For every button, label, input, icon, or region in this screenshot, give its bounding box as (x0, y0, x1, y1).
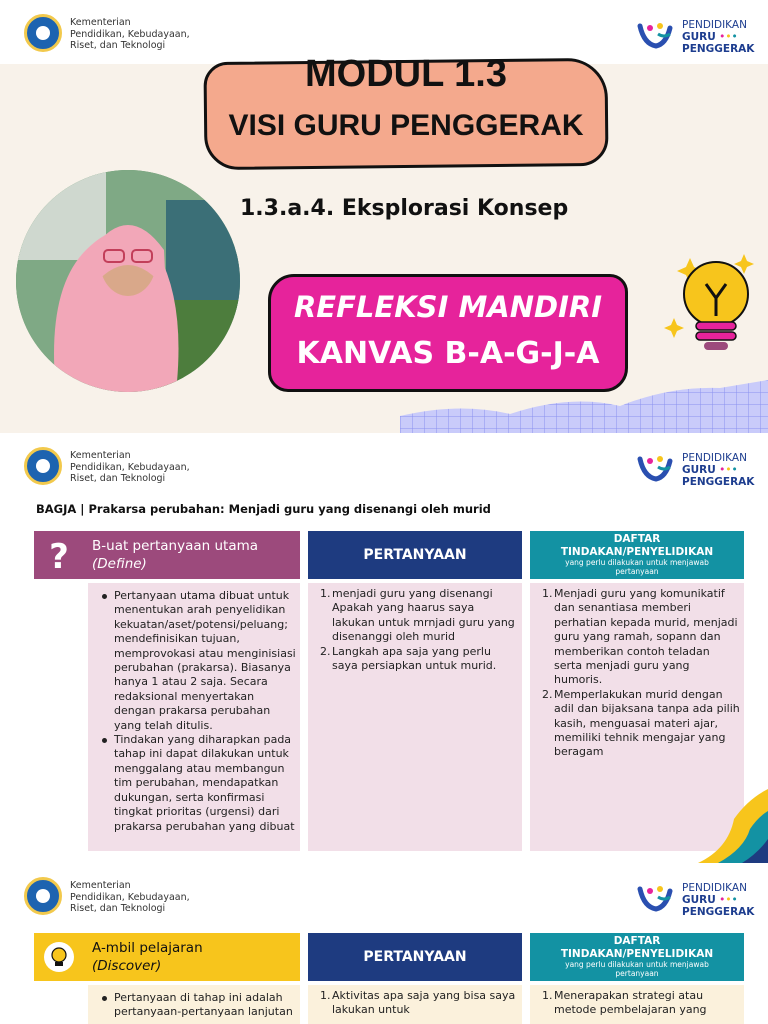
stage-notes-cell (88, 985, 300, 1024)
reflection-subtitle: KANVAS B-A-G-J-A (296, 336, 600, 371)
program-line: GURU (682, 894, 716, 906)
list-item: Tindakan yang diharapkan pada tahap ini dapat dilakukan untuk menggalang atau membangun tim perubahan, mendapatkan dukungan, serta konfirmasi tingkat prioritas (urgensi) dari prakarsa perubahan yang dibuat (100, 733, 296, 834)
action-note: yang perlu dilakukan untuk menjawab pertanyaan (565, 960, 709, 978)
slide-header (0, 433, 768, 497)
lightbulb-icon (660, 238, 760, 368)
ministry-line: Riset, dan Teknologi (70, 40, 166, 51)
cover-slide (0, 0, 768, 433)
program-logo-icon (636, 455, 676, 485)
corner-wave-decoration-icon (698, 789, 768, 863)
ministry-line: Pendidikan, Kebudayaan, (70, 28, 190, 40)
stage-label: A-mbil pelajaran (92, 940, 203, 956)
action-title-2: TINDAKAN/PENYELIDIKAN (560, 545, 714, 558)
stage-label: B-uat pertanyaan utama (92, 538, 259, 554)
define-header (34, 531, 300, 579)
question-text: Aktivitas apa saja yang bisa saya lakukan untuk (332, 989, 516, 1017)
questions-cell (308, 985, 522, 1024)
list-item: Pertanyaan utama dibuat untuk menentukan arah penyelidikan kekuatan/aset/potensi/peluang; mendefinisikan tujuan, memprovokasi atau menginisiasi perubahan (prakarsa). Biasanya hanya 1 atau 2 saja. Secara redaksional menyertakan dengan prakarsa perubahan yang telah ditulis. (100, 589, 296, 733)
program-line: PENGGERAK (682, 43, 755, 55)
question-mark-icon (34, 531, 84, 579)
program-line: PENGGERAK (682, 476, 755, 488)
program-line: GURU (682, 31, 716, 43)
stage-notes-list (88, 985, 300, 1020)
module-number: MODUL 1.3 (304, 53, 507, 95)
teacher-photo-image (16, 170, 240, 392)
stage-notes-list (88, 583, 300, 834)
lightbulb-small-icon (34, 933, 84, 981)
list-item: Pertanyaan di tahap ini adalah pertanyaan-pertanyaan lanjutan (100, 991, 296, 1020)
action-text: Menerapakan strategi atau metode pembelajaran yang (554, 989, 707, 1017)
question-text: Langkah apa saja yang perlu saya persiapkan untuk murid. (332, 644, 497, 673)
program-logo-text: PENDIDIKAN GURU ••• PENGGERAK (682, 19, 755, 55)
action-title-1: DAFTAR (613, 935, 661, 947)
program-line: PENDIDIKAN (682, 452, 747, 464)
ministry-line: Riset, dan Teknologi (70, 473, 166, 484)
grid-wave-decoration-icon (400, 380, 768, 433)
ministry-emblem-icon (24, 877, 62, 915)
ministry-emblem-icon (24, 14, 62, 52)
discover-slide (0, 863, 768, 1024)
program-logo (636, 881, 766, 923)
ministry-name (70, 17, 190, 52)
program-logo-text: PENDIDIKAN GURU ••• PENGGERAK (682, 452, 755, 488)
action-text: Menjadi guru yang komunikatif dan senantiasa memberi perhatian kepada murid, menjadi guru yang ramah, sopann dan memberikan contoh teladan serta menjadi guru yang humoris. (554, 587, 738, 687)
stage-sub: (Define) (92, 556, 147, 572)
program-logo (636, 451, 766, 493)
stage-sub: (Discover) (92, 958, 162, 974)
program-line: PENDIDIKAN (682, 882, 747, 894)
ministry-name (70, 450, 190, 485)
stage-notes-cell (88, 583, 300, 851)
ministry-line: Kementerian (70, 880, 131, 891)
list-item: 2. Memperlakukan murid dengan adil dan bijaksana tanpa ada pilih kasih, menguasai materi ajar, memiliki tehnik mengajar yang beragam (542, 687, 740, 759)
program-logo (636, 18, 766, 60)
action-title-2: TINDAKAN/PENYELIDIKAN (560, 947, 714, 960)
question-text: menjadi guru yang disenangi Apakah yang haarus saya lakukan untuk mrnjadi guru yang disenanggi oleh murid (332, 587, 515, 644)
ministry-line: Riset, dan Teknologi (70, 903, 166, 914)
program-line: PENDIDIKAN (682, 19, 747, 31)
action-column-header (530, 531, 744, 579)
program-logo-icon (636, 22, 676, 52)
ministry-line: Pendidikan, Kebudayaan, (70, 461, 190, 473)
list-item: 2. Langkah apa saja yang perlu saya persiapkan untuk murid. (320, 644, 497, 673)
questions-cell (308, 583, 522, 851)
ministry-emblem-icon (24, 447, 62, 485)
ministry-line: Kementerian (70, 450, 131, 461)
actions-cell (530, 985, 744, 1024)
action-column-header (530, 933, 744, 981)
module-title: VISI GURU PENGGERAK (228, 109, 584, 142)
ministry-line: Kementerian (70, 17, 131, 28)
program-logo-icon (636, 885, 676, 915)
bagja-title: BAGJA | Prakarsa perubahan: Menjadi guru yang disenangi oleh murid (36, 502, 491, 516)
teacher-photo (16, 170, 240, 392)
reflection-title: REFLEKSI MANDIRI (293, 290, 603, 324)
questions-list (308, 985, 522, 1018)
define-slide (0, 433, 768, 863)
program-line: PENGGERAK (682, 906, 755, 918)
list-item: 1. Menerapakan strategi atau metode pembelajaran yang (542, 989, 707, 1017)
discover-header (34, 933, 300, 981)
slide-header (0, 863, 768, 927)
cover-subtitle: 1.3.a.4. Eksplorasi Konsep (240, 196, 569, 221)
questions-list (308, 583, 522, 673)
action-text: Memperlakukan murid dengan adil dan bijaksana tanpa ada pilih kasih, menguasai materi ajar, memiliki tehnik mengajar yang beragam (554, 687, 740, 759)
ministry-line: Pendidikan, Kebudayaan, (70, 891, 190, 903)
list-item: 1. menjadi guru yang disenangi Apakah yang haarus saya lakukan untuk mrnjadi guru yang disenanggi oleh murid (320, 587, 515, 644)
actions-list (530, 985, 744, 1018)
action-title-1: DAFTAR (613, 533, 661, 545)
actions-list (530, 583, 744, 760)
list-item: 1. Menjadi guru yang komunikatif dan senantiasa memberi perhatian kepada murid, menjadi guru yang ramah, sopann dan memberikan contoh teladan serta menjadi guru yang humoris. (542, 587, 738, 687)
action-note: yang perlu dilakukan untuk menjawab pertanyaan (565, 558, 709, 576)
program-logo-text: PENDIDIKAN GURU ••• PENGGERAK (682, 882, 755, 918)
program-line: GURU (682, 464, 716, 476)
question-column-header: PERTANYAAN (308, 531, 522, 579)
svg-text:?: ? (49, 538, 69, 572)
list-item: 1. Aktivitas apa saja yang bisa saya lakukan untuk (320, 989, 516, 1017)
question-column-header: PERTANYAAN (308, 933, 522, 981)
ministry-name (70, 880, 190, 915)
